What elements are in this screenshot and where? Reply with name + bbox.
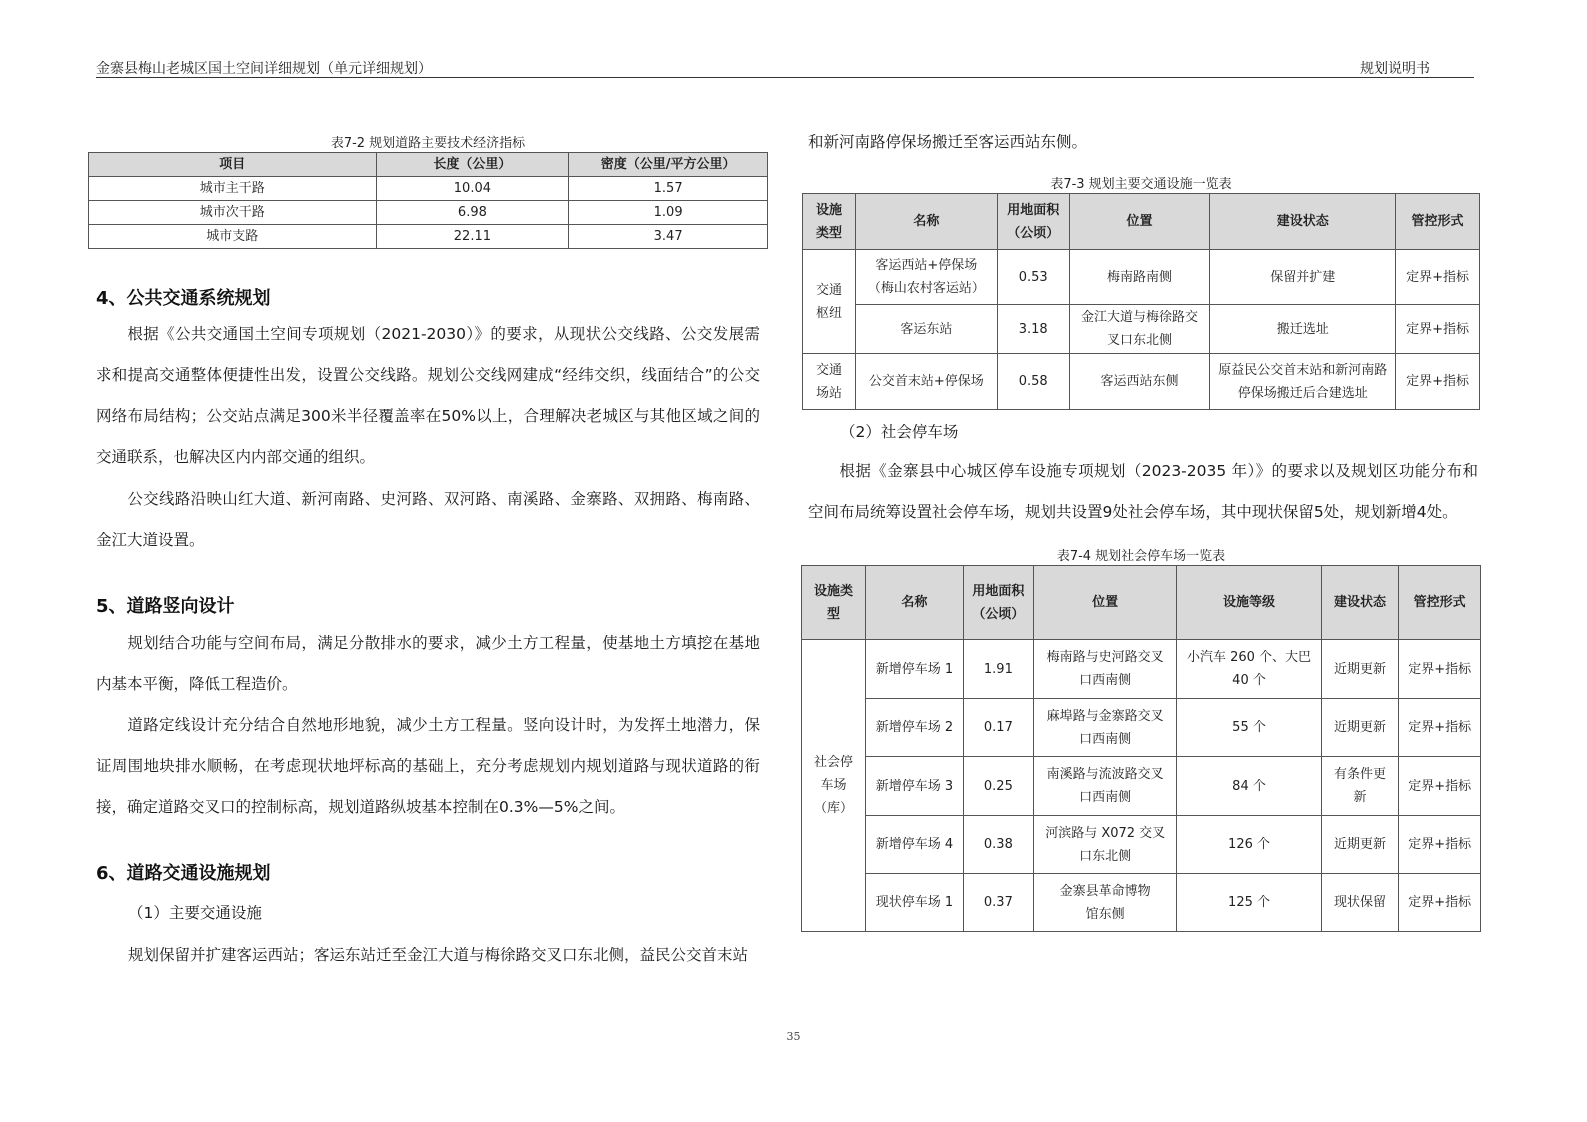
table-cell: 现状保留 [1321,874,1399,932]
column-header: 名称 [855,194,997,250]
table-cell: 定界+指标 [1399,816,1481,874]
table-cell: 新增停车场 2 [866,699,964,757]
table-cell: 河滨路与 X072 交叉口东北侧 [1033,816,1177,874]
table-row [803,354,1480,410]
table-cell: 新增停车场 1 [866,640,964,699]
column-header: 位置 [1069,194,1210,250]
table-cell: 金寨县革命博物馆东侧 [1033,874,1177,932]
table-row [89,177,768,201]
column-header: 设施等级 [1177,566,1321,640]
column-header: 用地面积（公顷） [963,566,1033,640]
paragraph-text: 道路定线设计充分结合自然地形地貌，减少土方工程量。竖向设计时，为发挥土地潜力，保证周围地块排水顺畅，在考虑现状地坪标高的基础上，充分考虑规划内规划道路与现状道路的衔接，确定道路交叉口的控制标高，规划道路纵坡基本控制在0.3%—5%之间。 [96,716,760,816]
table-header-row [803,194,1480,250]
section-4-paragraph-1 [96,314,760,478]
table-cell: 城市主干路 [89,177,377,201]
paragraph-text: 根据《公共交通国土空间专项规划（2021-2030）》的要求，从现状公交线路、公交发展需求和提高交通整体便捷性出发，设置公交线路。规划公交线网建成“经纬交织，线面结合”的公交网络布局结构；公交站点满足300米半径覆盖率在50%以上，合理解决老城区与其他区域之间的交通联系，也解决区内内部交通的组织。 [96,325,760,466]
paragraph-text: 规划结合功能与空间布局，满足分散排水的要求，减少土方工程量，使基地土方填挖在基地内基本平衡，降低工程造价。 [96,634,760,693]
table-cell: 126 个 [1177,816,1321,874]
table-7-4-caption: 表7-4 规划社会停车场一览表 [1056,549,1226,564]
table-row [89,201,768,225]
table-cell: 定界+指标 [1399,699,1481,757]
table-cell: 125 个 [1177,874,1321,932]
table-cell: 10.04 [376,177,569,201]
table-cell: 现状停车场 1 [866,874,964,932]
table-7-2 [88,152,768,249]
column-header: 用地面积（公顷） [997,194,1069,250]
table-cell: 1.09 [569,201,768,225]
table-cell: 定界+指标 [1396,354,1480,410]
page-header [96,56,1474,78]
section-5-paragraph-2 [96,705,760,828]
table-cell: 梅南路与史河路交叉口西南侧 [1033,640,1177,699]
category-cell: 交通场站 [803,354,856,410]
table-cell: 公交首末站+停保场 [855,354,997,410]
table-row [89,225,768,249]
table-cell: 84 个 [1177,757,1321,816]
section-4-heading: 4、公共交通系统规划 [96,288,271,309]
table-cell: 客运东站 [855,305,997,354]
table-row [802,757,1481,816]
table-cell: 原益民公交首末站和新河南路停保场搬迁后合建选址 [1210,354,1396,410]
table-cell: 近期更新 [1321,640,1399,699]
table-row [802,874,1481,932]
column-header: 项目 [89,153,377,177]
column-header: 设施类型 [802,566,866,640]
table-cell: 定界+指标 [1399,640,1481,699]
table-row [802,640,1481,699]
table-7-4 [801,565,1481,932]
table-header-row [89,153,768,177]
table-cell: 城市支路 [89,225,377,249]
section-6-heading: 6、道路交通设施规划 [96,863,271,884]
table-cell: 梅南路南侧 [1069,250,1210,305]
parking-paragraph [808,451,1478,533]
table-cell: 新增停车场 3 [866,757,964,816]
table-cell: 0.37 [963,874,1033,932]
paragraph-text: 公交线路沿映山红大道、新河南路、史河路、双河路、南溪路、金寨路、双拥路、梅南路、金江大道设置。 [96,490,760,549]
column-header: 长度（公里） [376,153,569,177]
table-row [802,699,1481,757]
table-cell: 客运西站东侧 [1069,354,1210,410]
table-cell: 22.11 [376,225,569,249]
table-row [802,816,1481,874]
column-header: 管控形式 [1399,566,1481,640]
table-cell: 近期更新 [1321,816,1399,874]
category-cell: 社会停车场（库） [802,640,866,932]
column-header: 管控形式 [1396,194,1480,250]
table-row [803,250,1480,305]
document-type: 规划说明书 [1360,61,1430,77]
table-cell: 客运西站+停保场（梅山农村客运站） [855,250,997,305]
table-cell: 0.17 [963,699,1033,757]
table-cell: 0.58 [997,354,1069,410]
section-4-paragraph-2 [96,479,760,561]
column-header: 名称 [866,566,964,640]
table-cell: 南溪路与流波路交叉口西南侧 [1033,757,1177,816]
document-title: 金寨县梅山老城区国土空间详细规划（单元详细规划） [96,61,432,77]
column-header: 密度（公里/平方公里） [569,153,768,177]
table-cell: 1.91 [963,640,1033,699]
section-5-paragraph-1 [96,623,760,705]
column-header: 建设状态 [1321,566,1399,640]
table-cell: 3.47 [569,225,768,249]
column-header: 建设状态 [1210,194,1396,250]
column-header: 位置 [1033,566,1177,640]
page-number: 35 [786,1030,801,1043]
section-5-heading: 5、道路竖向设计 [96,596,235,617]
table-7-3-caption: 表7-3 规划主要交通设施一览表 [1050,177,1232,192]
table-cell: 麻埠路与金寨路交叉口西南侧 [1033,699,1177,757]
table-cell: 0.38 [963,816,1033,874]
section-6-paragraph-1: 规划保留并扩建客运西站；客运东站迁至金江大道与梅徐路交叉口东北侧，益民公交首末站 [128,946,749,964]
table-cell: 有条件更新 [1321,757,1399,816]
paragraph-text: 根据《金寨县中心城区停车设施专项规划（2023-2035 年）》的要求以及规划区功能分布和空间布局统筹设置社会停车场，规划共设置9处社会停车场，其中现状保留5处，规划新增4处。 [808,462,1478,521]
table-cell: 保留并扩建 [1210,250,1396,305]
table-cell: 定界+指标 [1396,250,1480,305]
table-cell: 定界+指标 [1399,874,1481,932]
table-cell: 城市次干路 [89,201,377,225]
table-7-2-caption: 表7-2 规划道路主要技术经济指标 [330,136,526,151]
column-header: 设施类型 [803,194,856,250]
table-cell: 金江大道与梅徐路交叉口东北侧 [1069,305,1210,354]
table-cell: 搬迁选址 [1210,305,1396,354]
table-cell: 0.25 [963,757,1033,816]
subsection-1-title: （1）主要交通设施 [128,904,262,922]
table-row [803,305,1480,354]
table-cell: 55 个 [1177,699,1321,757]
table-cell: 6.98 [376,201,569,225]
table-7-3 [802,193,1480,410]
table-cell: 新增停车场 4 [866,816,964,874]
table-cell: 3.18 [997,305,1069,354]
table-cell: 近期更新 [1321,699,1399,757]
table-cell: 定界+指标 [1399,757,1481,816]
table-cell: 定界+指标 [1396,305,1480,354]
category-cell: 交通枢纽 [803,250,856,354]
table-cell: 1.57 [569,177,768,201]
table-header-row [802,566,1481,640]
table-cell: 0.53 [997,250,1069,305]
subsection-2-title: （2）社会停车场 [840,423,959,441]
section-6-paragraph-1-continued: 和新河南路停保场搬迁至客运西站东侧。 [808,133,1088,151]
table-cell: 小汽车 260 个、大巴 40 个 [1177,640,1321,699]
